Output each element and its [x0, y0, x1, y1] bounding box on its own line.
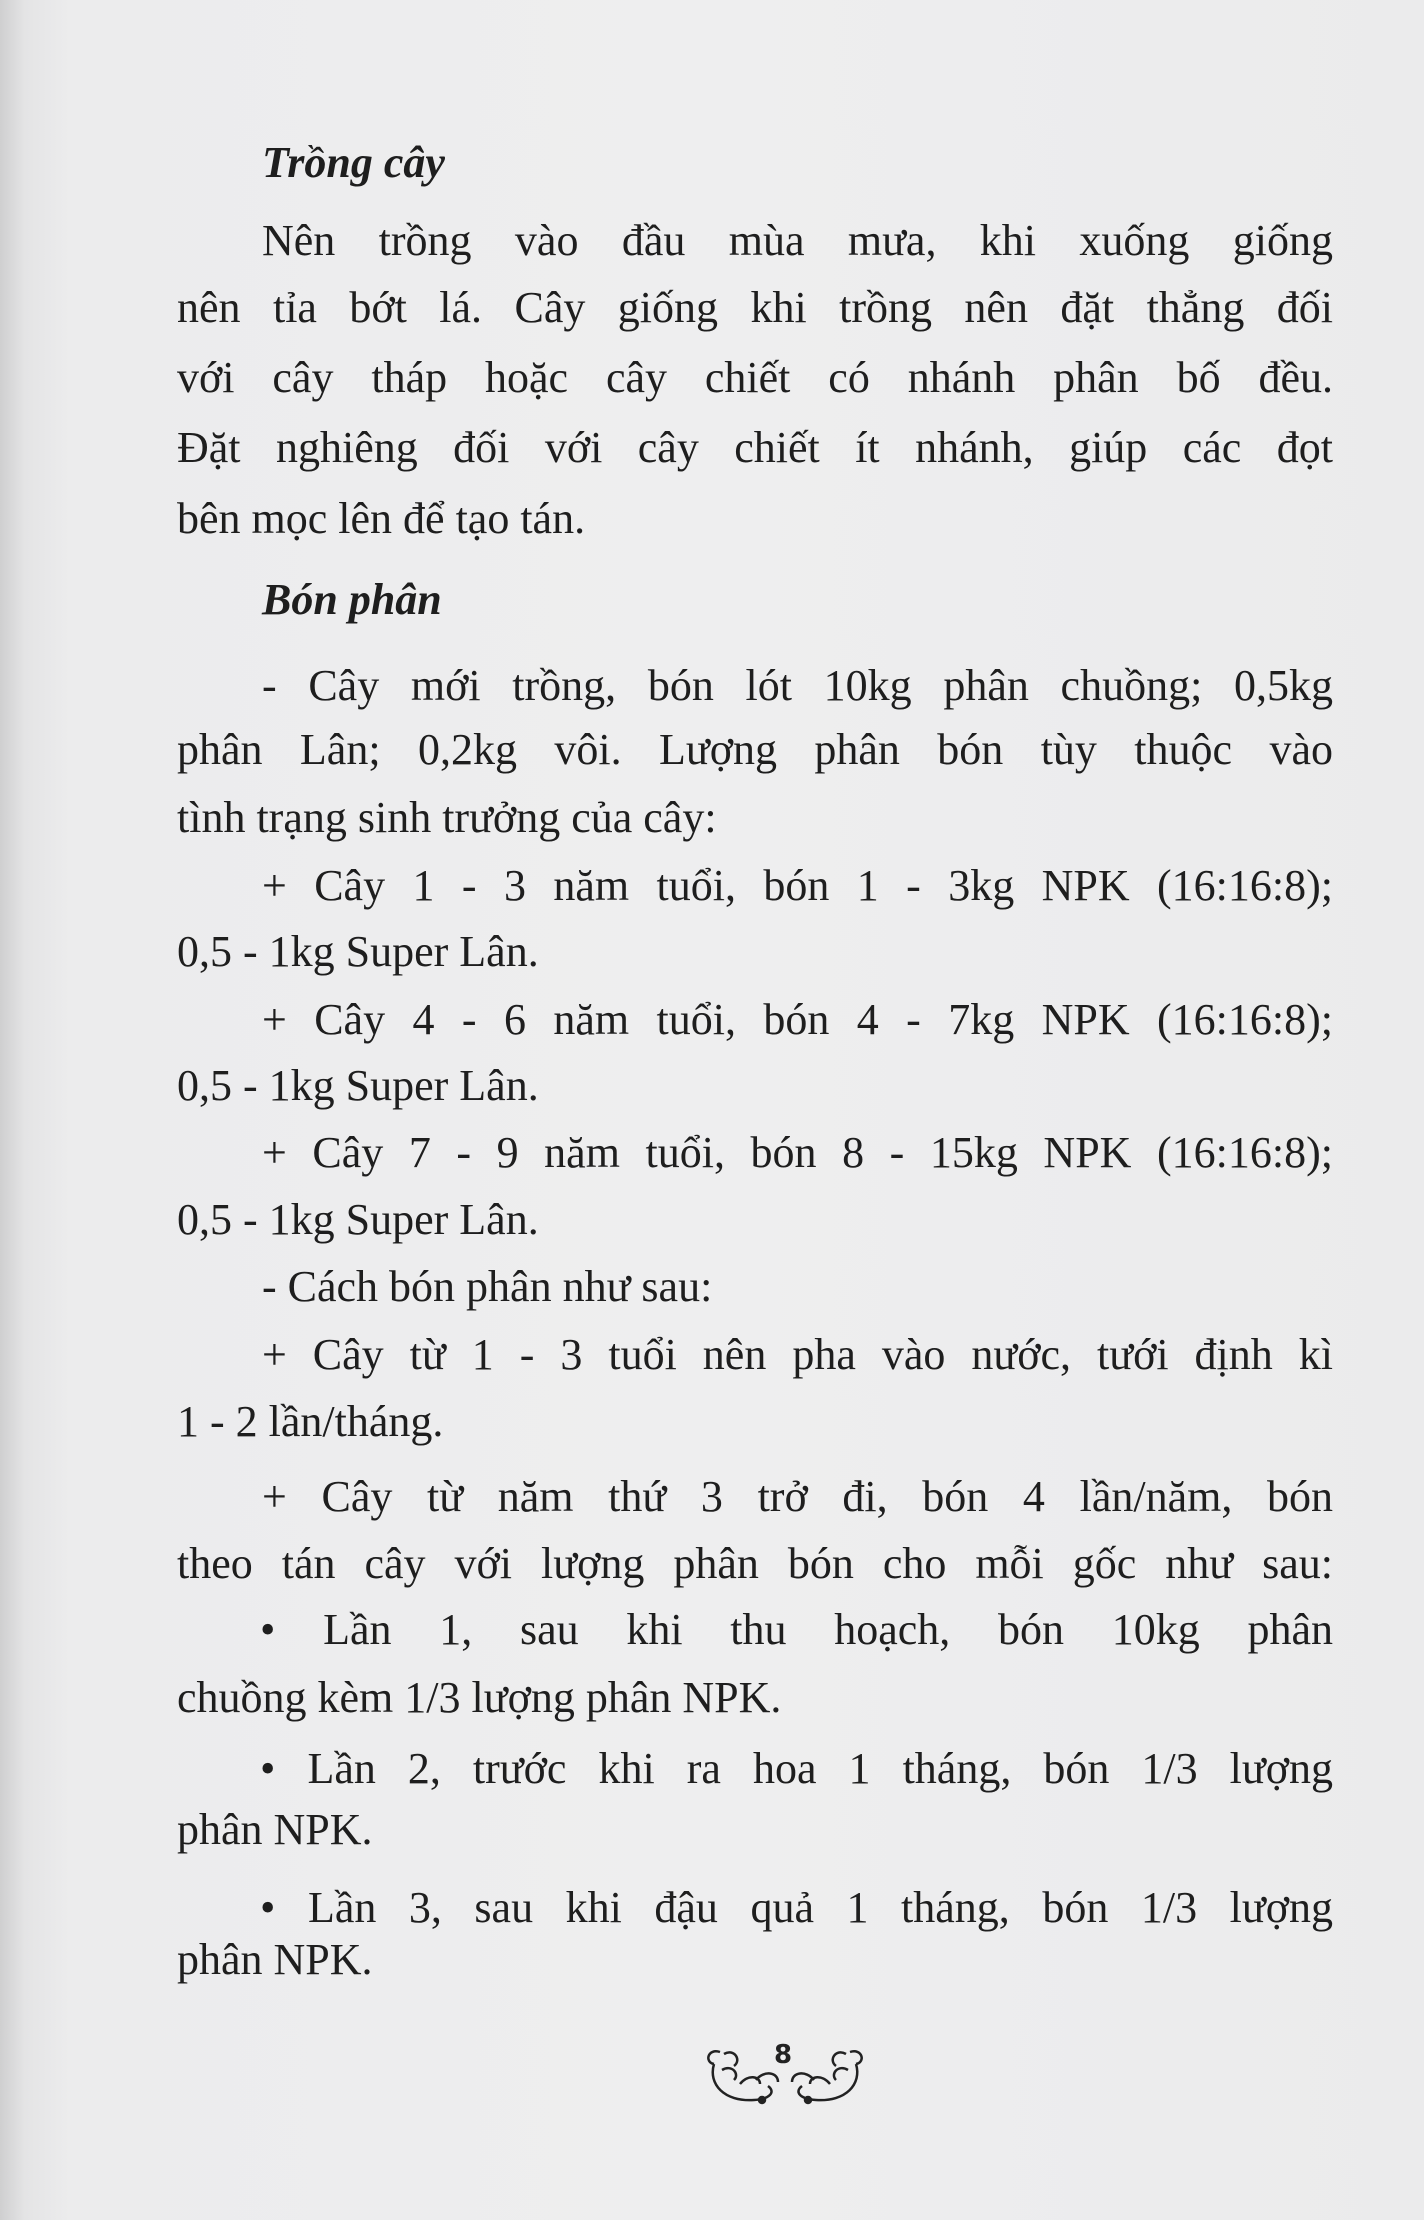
text-line: • Lần 3, sau khi đậu quả 1 tháng, bón 1/3 lượng	[260, 1883, 1333, 1932]
text-line: + Cây 4 - 6 năm tuổi, bón 4 - 7kg NPK (16:16:8);	[262, 995, 1333, 1044]
page-number-ornament	[700, 2040, 870, 2120]
text-line: + Cây từ năm thứ 3 trở đi, bón 4 lần/năm, bón	[262, 1472, 1333, 1521]
text-line: + Cây 7 - 9 năm tuổi, bón 8 - 15kg NPK (16:16:8);	[262, 1128, 1333, 1177]
text-line: 0,5 - 1kg Super Lân.	[177, 1061, 539, 1110]
text-line: 0,5 - 1kg Super Lân.	[177, 927, 539, 976]
text-line: nên tỉa bớt lá. Cây giống khi trồng nên đặt thẳng đối	[177, 283, 1333, 332]
text-line: + Cây từ 1 - 3 tuổi nên pha vào nước, tưới định kì	[262, 1330, 1333, 1379]
text-line: Nên trồng vào đầu mùa mưa, khi xuống giống	[262, 216, 1333, 265]
text-line: phân Lân; 0,2kg vôi. Lượng phân bón tùy thuộc vào	[177, 725, 1333, 774]
text-line: phân NPK.	[177, 1935, 373, 1984]
text-line: theo tán cây với lượng phân bón cho mỗi gốc như sau:	[177, 1539, 1333, 1588]
text-line: chuồng kèm 1/3 lượng phân NPK.	[177, 1673, 782, 1722]
text-line: - Cây mới trồng, bón lót 10kg phân chuồng; 0,5kg	[262, 661, 1333, 710]
text-line: • Lần 1, sau khi thu hoạch, bón 10kg phân	[260, 1605, 1333, 1654]
text-line: • Lần 2, trước khi ra hoa 1 tháng, bón 1/3 lượng	[260, 1744, 1333, 1793]
text-line: Đặt nghiêng đối với cây chiết ít nhánh, giúp các đọt	[177, 423, 1333, 472]
text-line: tình trạng sinh trưởng của cây:	[177, 793, 717, 842]
text-line: với cây tháp hoặc cây chiết có nhánh phân bố đều.	[177, 353, 1333, 402]
text-line: 1 - 2 lần/tháng.	[177, 1397, 444, 1446]
heading-trong-cay: Trồng cây	[262, 138, 445, 187]
page-number: 8	[774, 2040, 793, 2070]
text-line: phân NPK.	[177, 1805, 373, 1854]
text-line: + Cây 1 - 3 năm tuổi, bón 1 - 3kg NPK (16:16:8);	[262, 861, 1333, 910]
text-line: bên mọc lên để tạo tán.	[177, 494, 586, 543]
text-line: 0,5 - 1kg Super Lân.	[177, 1195, 539, 1244]
heading-bon-phan: Bón phân	[262, 575, 442, 624]
text-line: - Cách bón phân như sau:	[262, 1262, 713, 1311]
